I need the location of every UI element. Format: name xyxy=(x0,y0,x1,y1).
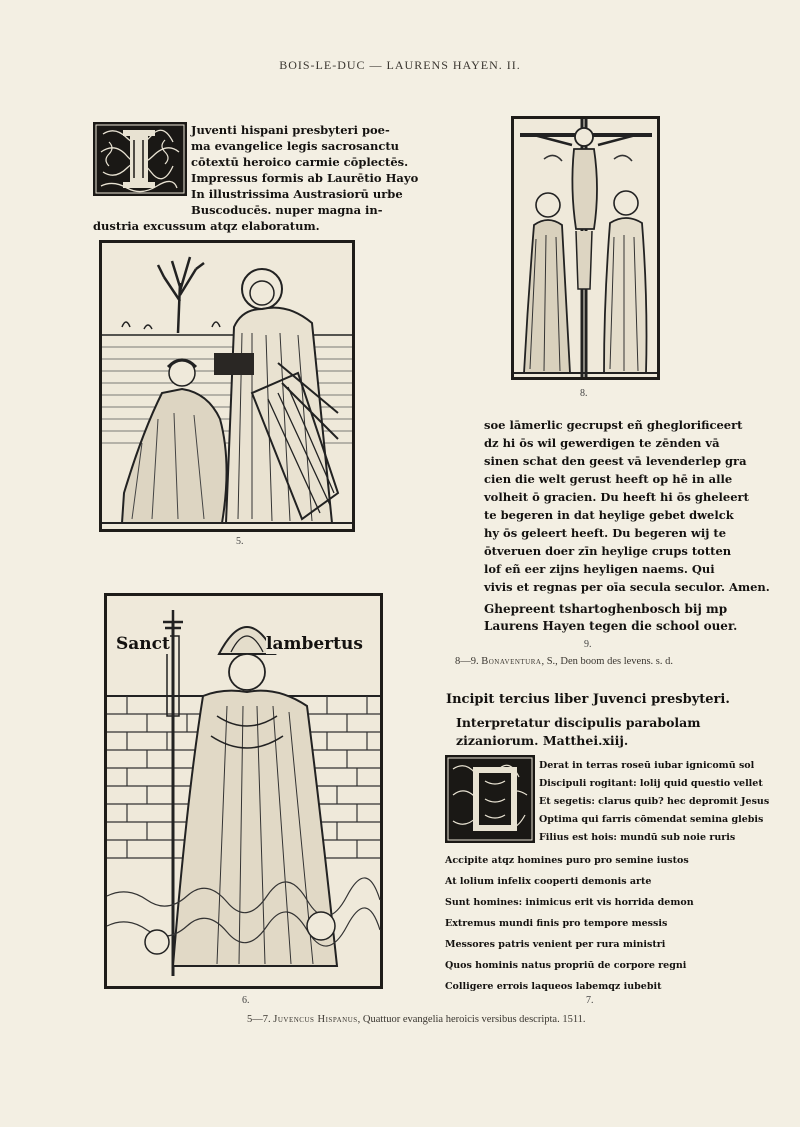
verse-line: Sunt homines: inimicus erit vis horrida demon xyxy=(445,897,694,908)
incipit-line: zizaniorum. Matthei.xiij. xyxy=(456,733,629,748)
text-line: lof eñ eer zijns heyligen naems. Qui xyxy=(484,562,715,576)
verse-line: Accipite atqz homines puro pro semine iustos xyxy=(445,855,689,866)
decorated-initial-fig7 xyxy=(445,755,535,843)
verse-line: Colligere errois laqueos labemqz iubebit xyxy=(445,981,662,992)
text-line: In illustrissima Austrasiorū urbe xyxy=(191,187,403,201)
incipit-line: Incipit tercius liber Juvenci presbyteri. xyxy=(446,692,730,707)
text-line: Impressus formis ab Laurētio Hayo xyxy=(191,171,419,185)
verse-line: Et segetis: clarus quib? hec depromit Jesus xyxy=(539,796,770,807)
verse-line: Filius est hois: mundū sub noie ruris xyxy=(539,832,736,843)
woodcut-label-right: lambertus xyxy=(266,634,363,654)
woodcut-fig8-crucifixion xyxy=(511,116,660,380)
page-header: BOIS-LE-DUC — LAURENS HAYEN. II. xyxy=(279,58,521,72)
text-line: dz hi ōs wil gewerdigen te zēnden vā xyxy=(484,436,720,450)
text-line: ma evangelice legis sacrosanctu xyxy=(191,139,400,153)
text-line: ōtveruen doer zīn heylige crups totten xyxy=(484,544,732,558)
incipit-line: Interpretatur discipulis parabolam xyxy=(456,715,701,730)
caption-5-7 xyxy=(247,1014,586,1025)
verse-line: At lolium infelix cooperti demonis arte xyxy=(445,876,652,887)
woodcut-label-left: Sanct xyxy=(116,634,170,654)
caption-8-9 xyxy=(455,656,673,667)
text-line: Juventi hispani presbyteri poe- xyxy=(191,123,390,137)
decorated-initial xyxy=(93,122,187,196)
verse-line: Derat in terras roseū iubar ignicomū sol xyxy=(539,760,755,771)
text-line: cien die welt gerust heeft op hē in alle xyxy=(484,472,733,486)
text-line: Ghepreent tshartoghenbosch bij mp xyxy=(484,602,728,616)
figure-number-9: 9. xyxy=(584,639,592,650)
text-line: volheit ō gracien. Du heeft hi ōs gheleert xyxy=(484,490,749,504)
caption-title: , S., Den boom des levens. s. d. xyxy=(541,656,674,667)
text-line: hy ōs geleert heeft. Du begeren wij te xyxy=(484,526,727,540)
text-line: Buscoducēs. nuper magna in- xyxy=(191,203,383,217)
verse-line: Discipuli rogitant: lolij quid questio vellet xyxy=(539,778,763,789)
text-line: soe lāmerlic gecrupst eñ gheglorificeert xyxy=(484,418,743,432)
figure-number-8: 8. xyxy=(580,388,588,399)
text-line: Laurens Hayen tegen die school ouer. xyxy=(484,619,738,633)
verse-line: Optima qui farris cōmendat semina glebis xyxy=(539,814,764,825)
caption-author: Juvencus Hispanus xyxy=(273,1014,358,1025)
text-line: vivis et regnas per oīa secula seculor. Amen. xyxy=(484,580,770,594)
verse-line: Quos hominis natus propriū de corpore regni xyxy=(445,960,687,971)
caption-author: Bonaventura xyxy=(481,656,542,667)
figure-number-7: 7. xyxy=(586,995,594,1006)
verse-line: Extremus mundi finis pro tempore messis xyxy=(445,918,668,929)
caption-prefix: 8—9. xyxy=(455,656,482,667)
figure-number-6: 6. xyxy=(242,995,250,1006)
figure-number-5: 5. xyxy=(236,536,244,547)
caption-title: , Quattuor evangelia heroicis versibus descripta. 1511. xyxy=(357,1014,586,1025)
text-line: dustria excussum atqz elaboratum. xyxy=(93,219,320,233)
text-line: te begeren in dat heylige gebet dwelck xyxy=(484,508,734,522)
caption-prefix: 5—7. xyxy=(247,1014,274,1025)
woodcut-fig5-scholar-and-saint xyxy=(99,240,355,532)
text-line: sinen schat den geest vā levenderlep gra xyxy=(484,454,747,468)
text-line: cōtextū heroico carmie cōplectēs. xyxy=(191,155,409,169)
verse-line: Messores patris venient per rura ministri xyxy=(445,939,666,950)
